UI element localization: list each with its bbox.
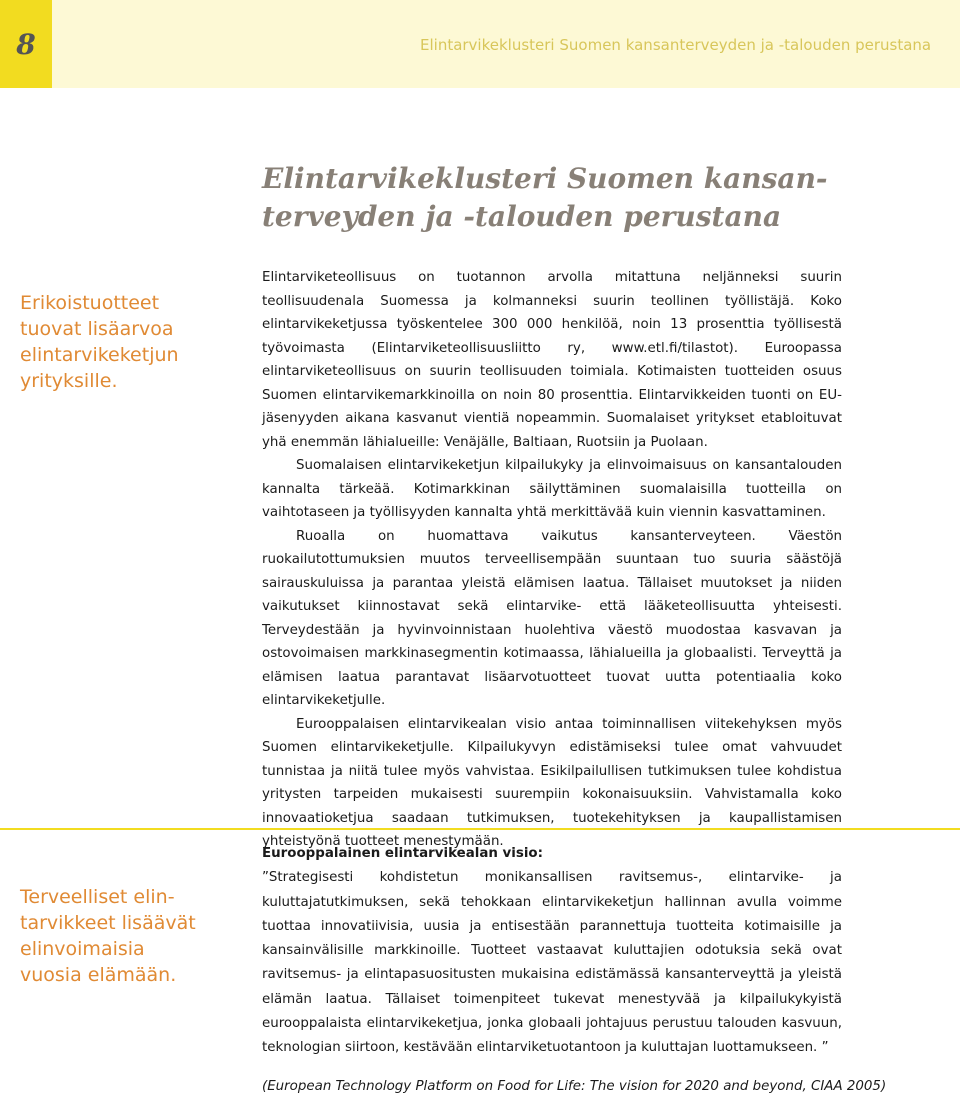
body-paragraph: Eurooppalaisen elintarvikealan visio antaa toiminnallisen viitekehyksen myös Suomen elintarvikeketjulle. Kilpailukyvyn edistämiseksi tulee omat vahvuudet tunnistaa ja niitä tulee myös vahvistaa. Esikilpailullisen tutkimuksen tulee kohdistua yritysten tarpeiden mukaisesti suurempiin kokonaisuuksiin. Vahvistamalla koko innovaatioketjua saadaan tutkimuksen, tuotekehityksen ja kaupallistamisen yhteistyönä tuotteet menestymään. — [262, 716, 842, 849]
page-title — [262, 160, 862, 236]
body-paragraph: Ruoalla on huomattava vaikutus kansanterveyteen. Väestön ruokailutottumuksien muutos terveellisempään suuntaan tuo suuria säästöjä sairauskuluissa ja parantaa yleistä elämisen laatua. Tällaiset muutokset ja niiden vaikutukset kiinnostavat sekä elintarvike- että lääketeollisuutta yhteisesti. Terveydestään ja hyvinvoinnistaan huolehtiva väestö muodostaa kasvavan ja ostovoimaisen markkinasegmentin kotimaassa, lähialueilla ja globaalisti. Terveyttä ja elämisen laatua parantavat lisäarvotuotteet tuovat uutta potentiaalia koko elintarvikeketjulle. — [262, 528, 842, 708]
body-text — [262, 266, 842, 854]
pullquote-line: elinvoimaisia — [20, 938, 145, 960]
pullquote-healthy-foods — [20, 884, 220, 988]
vision-quote: ”Strategisesti kohdistetun monikansallisen ravitsemus-, elintarvike- ja kuluttajatutkimuksen, sekä tehokkaan elintarvikeketjun hallinnan avulla voimme tuottaa innovatiivisia, uusia ja entisestään parannettuja tuotteita kotimaisille ja kansainvälisille markkinoille. Tuotteet vastaavat kuluttajien odotuksia sekä ovat ravitsemus- ja elintapasuositusten mukaisina edistämässä kansanterveyttä ja yleistä elämän laatua. Tällaiset toimenpiteet tukevat menestyvää ja kilpailukykyistä eurooppalaista elintarvikeketjua, jonka globaali johtajuus perustuu talouden kasvuun, teknologian siirtoon, kestävään elintarviketuotantoon ja kuluttajan luottamukseen. ” — [262, 870, 842, 1056]
running-header: Elintarvikeklusteri Suomen kansanterveyden ja -talouden perustana — [420, 36, 932, 54]
pullquote-line: Erikoistuotteet — [20, 292, 160, 314]
vision-box — [262, 842, 842, 1061]
page-title-line-1: Elintarvikeklusteri Suomen kansan- — [262, 162, 828, 195]
pullquote-line: tarvikkeet lisäävät — [20, 912, 196, 934]
pullquote-specialty-products — [20, 290, 220, 394]
pullquote-line: tuovat lisäarvoa — [20, 318, 174, 340]
vision-heading: Eurooppalainen elintarvikealan visio: — [262, 846, 543, 861]
pullquote-line: Terveelliset elin- — [20, 886, 175, 908]
pullquote-line: elintarvikeketjun — [20, 344, 179, 366]
vision-citation: (European Technology Platform on Food for Life: The vision for 2020 and beyond, CIAA 2005) — [262, 1079, 887, 1094]
page-number: 8 — [16, 27, 36, 61]
page-number-tab — [0, 0, 52, 88]
pullquote-line: vuosia elämään. — [20, 964, 177, 986]
section-divider — [0, 828, 960, 830]
body-paragraph: Suomalaisen elintarvikeketjun kilpailukyky ja elinvoimaisuus on kansantalouden kannalta tärkeää. Kotimarkkinan säilyttäminen suomalaisilla tuotteilla on vaihtotaseen ja työllisyyden kannalta yhtä merkittävää kuin viennin kasvattaminen. — [262, 458, 842, 520]
pullquote-line: yrityksille. — [20, 370, 118, 392]
page-title-line-2: terveyden ja -talouden perustana — [262, 200, 782, 233]
body-paragraph: Elintarviketeollisuus on tuotannon arvolla mitattuna neljänneksi suurin teollisuudenala Suomessa ja kolmanneksi suurin teollinen työllistäjä. Koko elintarvikeketjussa työskentelee 300 000 henkilöä, noin 13 prosenttia työllisestä työvoimasta (Elintarviketeollisuusliitto ry, www.etl.fi/tilastot). Euroopassa elintarviketeollisuus on suurin teollisuuden toimiala. Kotimaisten tuotteiden osuus Suomen elintarvikemarkkinoilla on noin 80 prosenttia. Elintarvikkeiden tuonti on EU-jäsenyyden aikana kasvanut vientiä nopeammin. Suomalaiset yritykset etabloituvat yhä enemmän lähialueille: Venäjälle, Baltiaan, Ruotsiin ja Puolaan. — [262, 270, 842, 450]
